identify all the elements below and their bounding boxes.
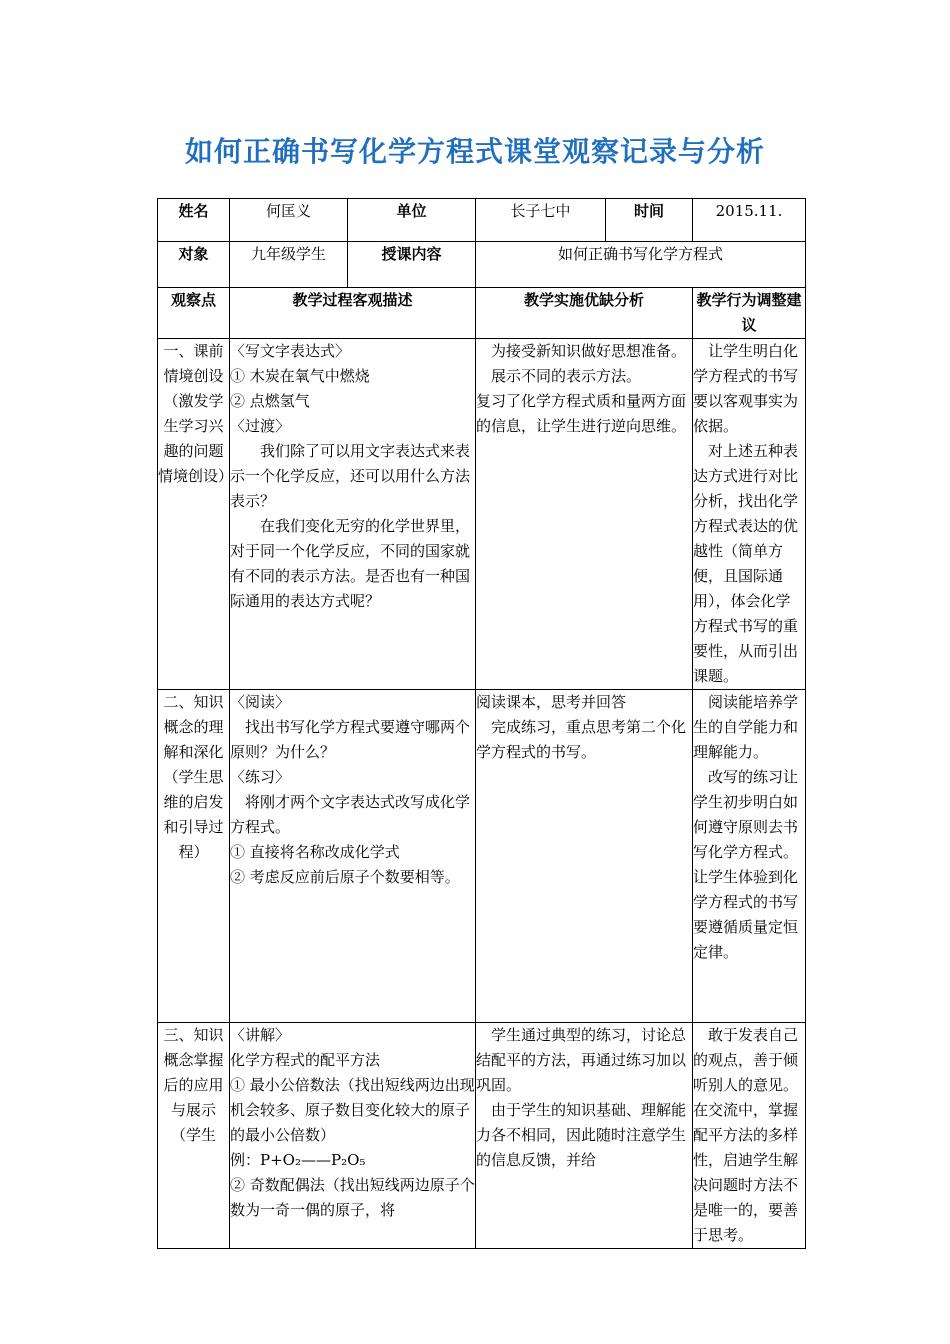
process-line: 〈写文字表达式〉 [230,342,351,360]
content-label: 授课内容 [348,242,476,288]
section-row-2 [158,690,806,1023]
advice-line: 阅读能培养学生的自学能力和理解能力。 [693,693,799,761]
time-value: 2015.11. [693,199,806,242]
advice-line: 敢于发表自己的观点，善于倾听别人的意见。在交流中，掌握配平方法的多样性，启迪学生解决问题时方法不是唯一的，要善于思考。 [693,1026,799,1244]
implementation-analysis [476,1023,693,1249]
implementation-analysis [476,690,693,1023]
process-line: 在我们变化无穷的化学世界里，对于同一个化学反应，不同的国家就有不同的表示方法。是否也有一种国际通用的表达方式呢？ [230,517,471,610]
analysis-line: 完成练习，重点思考第二个化学方程式的书写。 [476,718,687,761]
unit-value: 长子七中 [476,199,606,242]
analysis-line: 学生通过典型的练习，讨论总结配平的方法，再通过练习加以巩固。 [476,1026,687,1094]
header-analysis: 教学实施优缺分析 [476,288,693,339]
target-label: 对象 [158,242,230,288]
process-line: 例：P+O₂——P₂O₅ [230,1151,366,1169]
content-value: 如何正确书写化学方程式 [476,242,806,288]
analysis-line: 由于学生的知识基础、理解能力各不相同，因此随时注意学生的信息反馈，并给 [476,1101,687,1169]
advice-line: 让学生明白化学方程式的书写要以客观事实为依据。 [693,342,799,435]
process-line: ② 奇数配偶法（找出短线两边原子个数为一奇一偶的原子，将 [230,1176,475,1219]
name-label: 姓名 [158,199,230,242]
process-line: ① 木炭在氧气中燃烧 [230,367,370,385]
process-line: 〈阅读〉 [230,693,291,711]
process-line: ① 最小公倍数法（找出短线两边出现机会较多、原子数目变化较大的原子的最小公倍数） [230,1076,475,1144]
process-line: 将刚才两个文字表达式改写成化学方程式。 [230,793,471,836]
process-line: 化学方程式的配平方法 [230,1051,381,1069]
process-line: 找出书写化学方程式要遵守哪两个原则？为什么？ [230,718,471,761]
advice-line: 对上述五种表达方式进行对比分析，找出化学方程式表达的优越性（简单方便，且国际通用），体会化学方程式书写的重要性，从而引出课题。 [693,442,799,685]
process-description [230,690,476,1023]
process-line: 〈过渡〉 [230,417,291,435]
analysis-line: 为接受新知识做好思想准备。 [491,342,687,360]
observation-point: 一、课前情境创设（激发学生学习兴趣的问题情境创设） [158,339,230,690]
adjustment-advice [693,339,806,690]
adjustment-advice [693,690,806,1023]
process-line: ① 直接将名称改成化学式 [230,843,400,861]
observation-point: 二、知识概念的理解和深化（学生思维的启发和引导过程） [158,690,230,1023]
observation-table [157,198,806,1249]
advice-line: 改写的练习让学生初步明白如何遵守原则去书写化学方程式。让学生体验到化学方程式的书写要遵循质量定恒定律。 [693,768,799,961]
unit-label: 单位 [348,199,476,242]
implementation-analysis [476,339,693,690]
page-title: 如何正确书写化学方程式课堂观察记录与分析 [184,135,765,168]
process-line: ② 考虑反应前后原子个数要相等。 [230,868,460,886]
header-row [158,288,806,339]
process-description [230,339,476,690]
header-process: 教学过程客观描述 [230,288,476,339]
section-row-1 [158,339,806,690]
section-row-3 [158,1023,806,1249]
observation-point: 三、知识概念掌握后的应用与展示（学生 [158,1023,230,1249]
adjustment-advice [693,1023,806,1249]
info-row-2 [158,242,806,288]
header-advice: 教学行为调整建议 [693,288,806,339]
header-point: 观察点 [158,288,230,339]
process-line: 〈练习〉 [230,768,291,786]
info-row-1 [158,199,806,242]
process-line: 〈讲解〉 [230,1026,291,1044]
name-value: 何匡义 [230,199,348,242]
analysis-line: 展示不同的表示方法。 [491,367,642,385]
process-description [230,1023,476,1249]
process-line: 我们除了可以用文字表达式来表示一个化学反应，还可以用什么方法表示？ [230,442,471,510]
time-label: 时间 [606,199,693,242]
analysis-line: 复习了化学方程式质和量两方面的信息，让学生进行逆向思维。 [476,392,687,435]
target-value: 九年级学生 [230,242,348,288]
process-line: ② 点燃氢气 [230,392,310,410]
analysis-line: 阅读课本，思考并回答 [476,693,627,711]
